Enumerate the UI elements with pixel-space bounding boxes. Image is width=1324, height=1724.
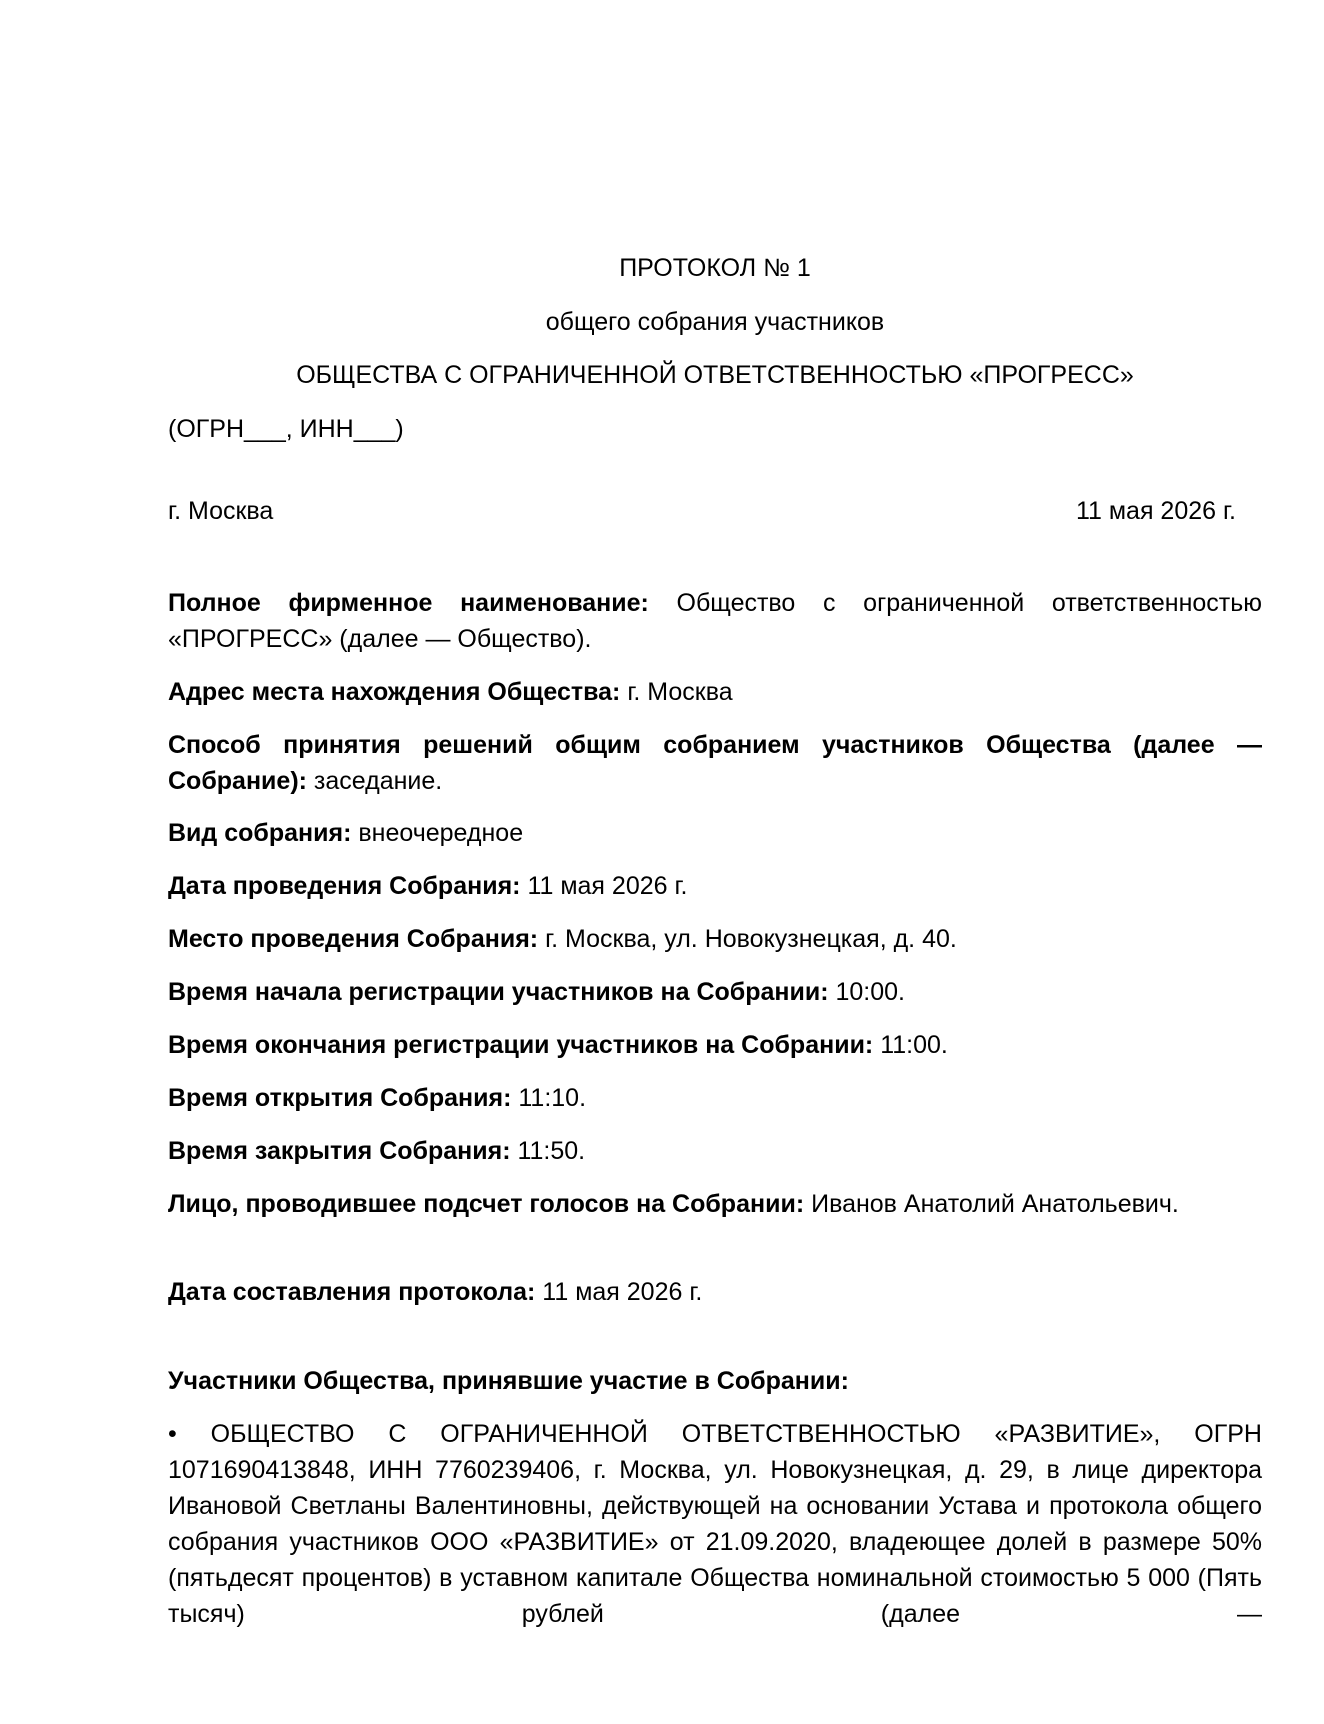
protocol-subtitle: общего собрания участников xyxy=(545,308,885,336)
field-registration-end xyxy=(168,1027,1262,1063)
field-label: Способ принятия решений общим собранием участников Общества (далее — Собрание): xyxy=(168,731,1262,795)
field-value: 11 мая 2026 г. xyxy=(535,1278,703,1306)
field-label: Лицо, проводившее подсчет голосов на Собрании: xyxy=(168,1190,805,1218)
field-value: заседание. xyxy=(306,767,443,795)
field-vote-counter xyxy=(168,1186,1262,1222)
field-value: г. Москва xyxy=(620,678,733,706)
field-opening-time xyxy=(168,1080,1262,1116)
field-closing-time xyxy=(168,1133,1262,1169)
document-date: 11 мая 2026 г. xyxy=(1075,497,1236,525)
field-value: Общество с ограниченной ответственностью «ПРОГРЕСС» (далее — Общество). xyxy=(168,589,1263,653)
field-label: Время закрытия Собрания: xyxy=(168,1137,511,1165)
field-protocol-date xyxy=(168,1274,1262,1310)
field-decision-method xyxy=(168,727,1262,799)
registration-numbers: (ОГРН___, ИНН___) xyxy=(168,415,404,443)
company-name: ОБЩЕСТВА С ОГРАНИЧЕННОЙ ОТВЕТСТВЕННОСТЬЮ «ПРОГРЕСС» xyxy=(296,361,1134,389)
document-page xyxy=(168,0,1262,1724)
field-label: Дата составления протокола: xyxy=(168,1278,536,1306)
field-value: 10:00. xyxy=(828,978,905,1006)
field-meeting-place xyxy=(168,921,1262,957)
field-label: Место проведения Собрания: xyxy=(168,925,539,953)
field-meeting-type xyxy=(168,815,1262,851)
field-registration-start xyxy=(168,974,1262,1010)
field-label: Время начала регистрации участников на Собрании: xyxy=(168,978,829,1006)
place-date-row xyxy=(168,497,1236,526)
field-label: Время окончания регистрации участников на Собрании: xyxy=(168,1031,874,1059)
field-value: г. Москва, ул. Новокузнецкая, д. 40. xyxy=(538,925,957,953)
field-label: Дата проведения Собрания: xyxy=(168,872,521,900)
field-value: 11 мая 2026 г. xyxy=(520,872,688,900)
participants-heading xyxy=(168,1363,1262,1399)
protocol-title: ПРОТОКОЛ № 1 xyxy=(619,254,811,282)
field-value: 11:10. xyxy=(511,1084,587,1112)
field-value: 11:50. xyxy=(510,1137,586,1165)
field-full-name xyxy=(168,585,1262,657)
field-value: 11:00. xyxy=(873,1031,948,1059)
field-label: Время открытия Собрания: xyxy=(168,1084,512,1112)
participant-item: • ОБЩЕСТВО С ОГРАНИЧЕННОЙ ОТВЕТСТВЕННОСТЬЮ «РАЗВИТИЕ», ОГРН 1071690413848, ИНН 7760239406, г. Москва, ул. Новокузнецкая, д. 29, в лице директора Ивановой Светланы Валентиновны, действующей на основании Устава и протокола общего собрания участников ООО «РАЗВИТИЕ» от 21.09.2020, владеющее долей в размере 50% (пятьдесят процентов) в уставном капитале Общества номинальной стоимостью 5 000 (Пять тысяч) рублей (далее — xyxy=(168,1420,1262,1628)
field-value: внеочередное xyxy=(351,819,524,847)
field-label: Адрес места нахождения Общества: xyxy=(168,678,621,706)
field-address xyxy=(168,674,1262,710)
field-label: Вид собрания: xyxy=(168,819,352,847)
field-label: Полное фирменное наименование: xyxy=(168,589,649,617)
participants-heading-text: Участники Общества, принявшие участие в Собрании: xyxy=(168,1367,849,1395)
field-meeting-date xyxy=(168,868,1262,904)
field-value: Иванов Анатолий Анатольевич. xyxy=(804,1190,1179,1218)
city: г. Москва xyxy=(168,497,274,525)
